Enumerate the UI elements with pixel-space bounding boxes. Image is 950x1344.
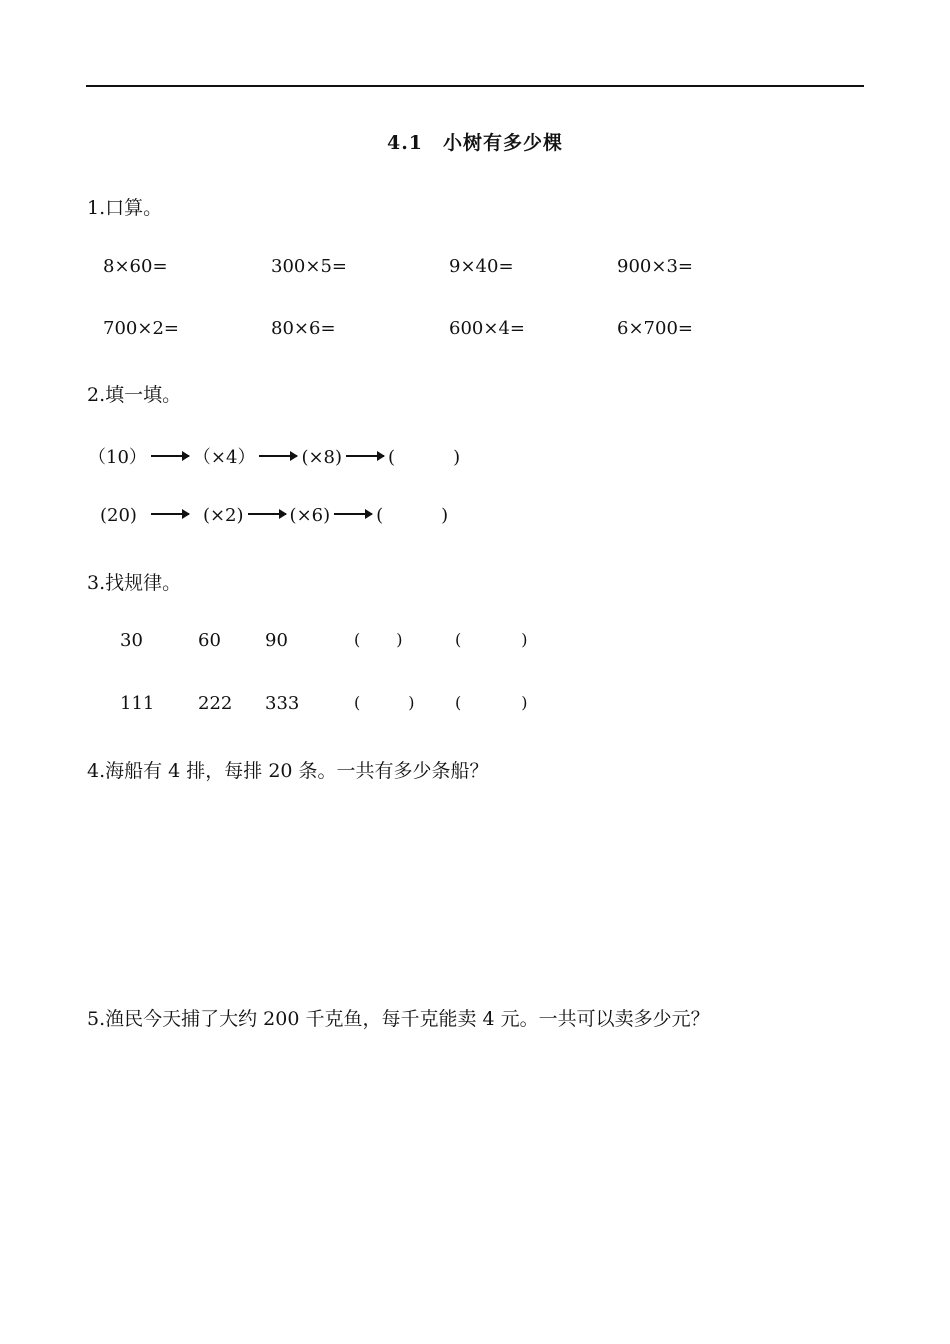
calc-item: 6×700=: [617, 318, 693, 339]
arrow-icon: [346, 455, 384, 457]
calc-item: 80×6=: [271, 318, 336, 339]
arrow-icon: [248, 513, 286, 515]
page-title: 4.1 小树有多少棵: [386, 132, 564, 154]
chain-start: （10）: [88, 447, 147, 468]
header-rule: [86, 85, 864, 87]
answer-blank[interactable]: ( ): [455, 630, 528, 649]
chain-step: （×4）: [192, 447, 256, 468]
arrow-icon: [259, 455, 297, 457]
chain-step: (×6): [289, 505, 331, 526]
calc-item: 600×4=: [449, 318, 525, 339]
fill-chain-2: [100, 505, 448, 526]
arrow-icon: [334, 513, 372, 515]
question-5-text: 5.渔民今天捕了大约 200 千克鱼，每千克能卖 4 元。一共可以卖多少元？: [87, 1008, 710, 1030]
sequence-value: 60: [198, 630, 221, 651]
calc-item: 8×60=: [103, 256, 168, 277]
chain-start: (20): [100, 505, 137, 526]
answer-blank[interactable]: ( ): [388, 447, 461, 468]
sequence-value: 222: [198, 693, 233, 714]
arrow-icon: [151, 513, 189, 515]
calc-item: 900×3=: [617, 256, 693, 277]
answer-blank[interactable]: ( ): [354, 630, 403, 649]
chain-step: (×8): [301, 447, 343, 468]
question-2-label: 2.填一填。: [87, 384, 182, 406]
answer-blank[interactable]: ( ): [354, 693, 415, 712]
sequence-value: 111: [120, 693, 155, 714]
question-4-text: 4.海船有 4 排，每排 20 条。一共有多少条船？: [87, 760, 489, 782]
sequence-value: 90: [265, 630, 288, 651]
arrow-icon: [151, 455, 189, 457]
calc-item: 9×40=: [449, 256, 514, 277]
question-1-label: 1.口算。: [87, 197, 163, 219]
answer-blank[interactable]: ( ): [455, 693, 528, 712]
answer-blank[interactable]: ( ): [376, 505, 449, 526]
chain-step: (×2): [202, 505, 244, 526]
calc-item: 300×5=: [271, 256, 347, 277]
calc-item: 700×2=: [103, 318, 179, 339]
question-3-label: 3.找规律。: [87, 572, 182, 594]
fill-chain-1: [88, 443, 460, 469]
sequence-value: 333: [265, 693, 300, 714]
sequence-value: 30: [120, 630, 143, 651]
